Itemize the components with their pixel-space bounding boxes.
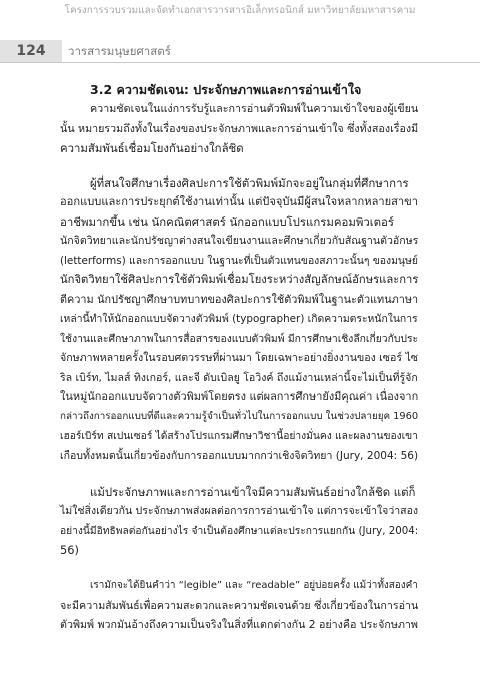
paragraph-2-line-8: เหล่านี้ทำให้นักออกแบบจัดวางตัวพิมพ์ (typographer) เกิดความตระหนักในการ — [60, 313, 418, 325]
paragraph-2-line-4: นักจิตวิทยาและนักปรัชญาต่างสนใจเขียนงานและศึกษาเกี่ยวกับสัณฐานตัวอักษร — [60, 235, 419, 247]
journal-name: วารสารมนุษยศาสตร์ — [68, 44, 171, 58]
paragraph-2-line-1: ผู้ที่สนใจศึกษาเรื่องศิลปะการใช้ตัวพิมพ์มักจะอยู่ในกลุ่มที่ศึกษาการ — [90, 176, 409, 190]
paragraph-2-line-3: อาชีพมากขึ้น เช่น นักคณิตศาสตร์ นักออกแบบโปรแกรมคอมพิวเตอร์ — [60, 215, 395, 229]
paragraph-2-line-7: ตีความ นักปรัชญาศึกษาบทบาทของศิลปะการใช้ตัวพิมพ์ในฐานะตัวแทนภาษา — [60, 293, 419, 306]
paragraph-3-line-3: อย่างนี้มีอิทธิพลต่อกันอย่างไร จำเป็นต้องศึกษาแต่ละประการแยกกัน (Jury, 2004: — [60, 525, 419, 537]
paragraph-2-line-15: เกือบทั้งหมดนั้นเกี่ยวข้องกับการออกแบบมากกว่าเชิงจิตวิทยา (Jury, 2004: 56) — [60, 450, 419, 462]
page-number: 124 — [0, 40, 62, 62]
paragraph-4-line-1: เรามักจะได้ยินคำว่า “legible” และ “readable” อยู่บ่อยครั้ง แม้ว่าทั้งสองคำ — [90, 580, 418, 591]
paragraph-2-line-14: เฮอร์เบิร์ท สเปนเซอร์ ได้สร้างโปรแกรมศึกษาวิชานี้อย่างมั่นคง และผลงานของเขา — [60, 430, 418, 442]
paragraph-2-line-5: (letterforms) และการออกแบบ ในฐานะที่เป็นตัวแทนของสภาวะนั้นๆ ของมนุษย์ — [60, 255, 418, 267]
paragraph-1-line-1: ความชัดเจนในแง่การรับรู้และการอ่านตัวพิมพ์ในความเข้าใจของผู้เขียน — [90, 102, 419, 115]
paragraph-1-line-2: นั้น หมายรวมถึงทั้งในเรื่องของประจักษภาพและการอ่านเข้าใจ ซึ่งทั้งสองเรื่องมี — [60, 122, 419, 135]
running-header — [0, 40, 480, 63]
paragraph-2-line-12: ในหมู่นักออกแบบจัดวางตัวพิมพ์โดยตรง แต่ผลการศึกษายังมีคุณค่า เนื่องจาก — [60, 390, 419, 403]
paragraph-1-line-3: ความสัมพันธ์เชื่อมโยงกันอย่างใกล้ชิด — [60, 141, 244, 155]
section-heading: 3.2 ความชัดเจน: ประจักษภาพและการอ่านเข้าใจ — [90, 82, 362, 97]
paragraph-2-line-10: จักษภาพหลายครั้งในรอบศตวรรษที่ผ่านมา โดยเฉพาะอย่างยิ่งงานของ เซอร์ ไซ — [60, 351, 418, 364]
paragraph-3-line-1: แม้ประจักษภาพและการอ่านเข้าใจมีความสัมพันธ์อย่างใกล้ชิด แต่ก็ — [90, 485, 416, 499]
paragraph-2-line-6: นักจิตวิทยาใช้ศิลปะการใช้ตัวพิมพ์เชื่อมโยงระหว่างสัญลักษณ์อักษรและการ — [60, 273, 419, 286]
paragraph-2-line-11: ริล เบิร์ท, ไมลส์ ทิงเกอร์, และจี ดับเบิลยู โอวิงค์ ถึงแม้งานเหล่านี้จะไม่เป็นที่รู้จัก — [60, 372, 418, 384]
paragraph-4-line-3: ตัวพิมพ์ พวกมันอ้างถึงความเป็นจริงในสิ่งที่แตกต่างกัน 2 อย่างคือ ประจักษภาพ — [60, 618, 418, 631]
page-header-title: โครงการรวบรวมและจัดทำเอกสารวารสารอิเล็กทรอนิกส์ มหาวิทยาลัยมหาสารคาม — [64, 5, 416, 16]
paragraph-4-line-2: จะมีความสัมพันธ์เพื่อความสะดวกและความชัดเจนด้วย ซึ่งเกี่ยวข้องในการอ่าน — [60, 599, 419, 612]
paragraph-2-line-2: ออกแบบและการประยุกต์ใช้งานเท่านั้น แต่ปัจจุบันมีผู้สนใจหลากหลายสาขา — [60, 195, 418, 208]
paragraph-3-line-4: 56) — [60, 543, 79, 557]
paragraph-2-line-9: ใช้งานและศึกษาภาพในการสื่อสารของแบบตัวพิมพ์ มีการศึกษาเชิงลึกเกี่ยวกับประ — [60, 333, 419, 345]
paragraph-2-line-13: กล่าวถึงการออกแบบที่ดีและความรู้จำเป็นทั่วไปในการออกแบบ ในช่วงปลายยุค 1960 — [60, 411, 419, 422]
paragraph-3-line-2: ไม่ใช่สิ่งเดียวกัน ประจักษภาพส่งผลต่อการการอ่านเข้าใจ แต่การจะเข้าใจว่าสอง — [60, 505, 419, 517]
